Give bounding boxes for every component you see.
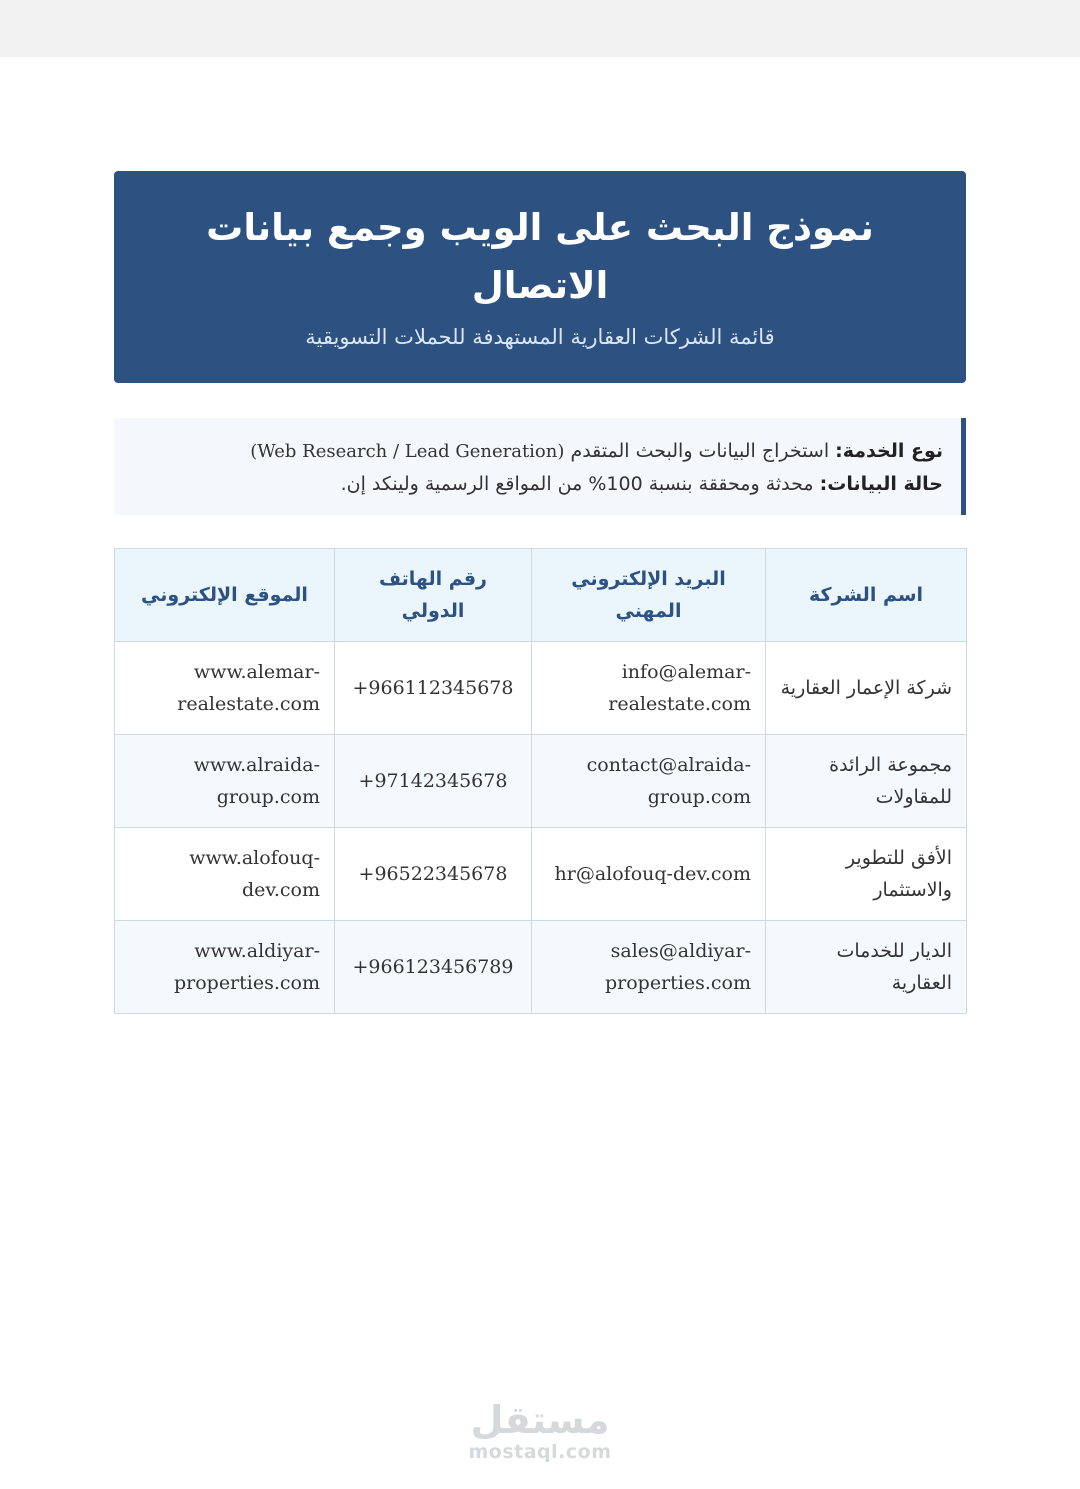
phone-number: +966112345678 xyxy=(352,677,514,699)
website-cell[interactable] xyxy=(115,642,335,735)
email-link[interactable]: contact@alraida-group.com xyxy=(586,754,751,808)
table-row xyxy=(115,828,967,921)
watermark-arabic: مستقل xyxy=(470,1398,610,1442)
website-link[interactable]: www.alofouq-dev.com xyxy=(189,847,320,901)
phone-number: +96522345678 xyxy=(358,863,508,885)
email-link[interactable]: hr@alofouq-dev.com xyxy=(554,863,751,885)
column-header-company: اسم الشركة xyxy=(766,549,967,642)
service-info-box xyxy=(114,418,966,515)
website-link[interactable]: www.alemar-realestate.com xyxy=(177,661,320,715)
data-status-label: حالة البيانات: xyxy=(819,473,943,495)
phone-cell xyxy=(335,828,532,921)
phone-cell xyxy=(335,735,532,828)
table-row xyxy=(115,921,967,1014)
website-link[interactable]: www.aldiyar-properties.com xyxy=(173,940,320,994)
company-name-cell: مجموعة الرائدة للمقاولات xyxy=(766,735,967,828)
mostaql-watermark xyxy=(440,1398,640,1462)
email-cell[interactable] xyxy=(532,921,766,1014)
data-status-value: محدثة ومحققة بنسبة 100% من المواقع الرسمية ولينكد إن. xyxy=(340,473,814,495)
email-cell[interactable] xyxy=(532,828,766,921)
website-cell[interactable] xyxy=(115,921,335,1014)
email-cell[interactable] xyxy=(532,642,766,735)
table-header-row xyxy=(115,549,967,642)
service-type-row xyxy=(132,435,943,468)
column-header-email: البريد الإلكتروني المهني xyxy=(532,549,766,642)
service-type-label: نوع الخدمة: xyxy=(835,440,943,462)
table-row xyxy=(115,642,967,735)
website-cell[interactable] xyxy=(115,828,335,921)
company-name-cell: الديار للخدمات العقارية xyxy=(766,921,967,1014)
service-type-value: استخراج البيانات والبحث المتقدم xyxy=(570,440,830,462)
leads-table xyxy=(114,548,967,1014)
email-link[interactable]: info@alemar-realestate.com xyxy=(608,661,751,715)
phone-cell xyxy=(335,642,532,735)
email-link[interactable]: sales@aldiyar-properties.com xyxy=(604,940,751,994)
page-subtitle: قائمة الشركات العقارية المستهدفة للحملات التسويقية xyxy=(305,325,775,349)
phone-number: +97142345678 xyxy=(358,770,508,792)
column-header-phone: رقم الهاتف الدولي xyxy=(335,549,532,642)
company-name-cell: الأفق للتطوير والاستثمار xyxy=(766,828,967,921)
column-header-website: الموقع الإلكتروني xyxy=(115,549,335,642)
table-row xyxy=(115,735,967,828)
phone-cell xyxy=(335,921,532,1014)
email-cell[interactable] xyxy=(532,735,766,828)
website-link[interactable]: www.alraida-group.com xyxy=(193,754,320,808)
top-bar xyxy=(0,0,1080,57)
data-status-row xyxy=(132,468,943,501)
page-title: نموذج البحث على الويب وجمع بيانات الاتصال xyxy=(206,206,874,307)
company-name-cell: شركة الإعمار العقارية xyxy=(766,642,967,735)
watermark-latin: mostaql.com xyxy=(468,1441,612,1463)
phone-number: +966123456789 xyxy=(352,956,514,978)
service-type-value-en: (Web Research / Lead Generation) xyxy=(250,441,565,462)
header-banner xyxy=(114,171,966,383)
website-cell[interactable] xyxy=(115,735,335,828)
